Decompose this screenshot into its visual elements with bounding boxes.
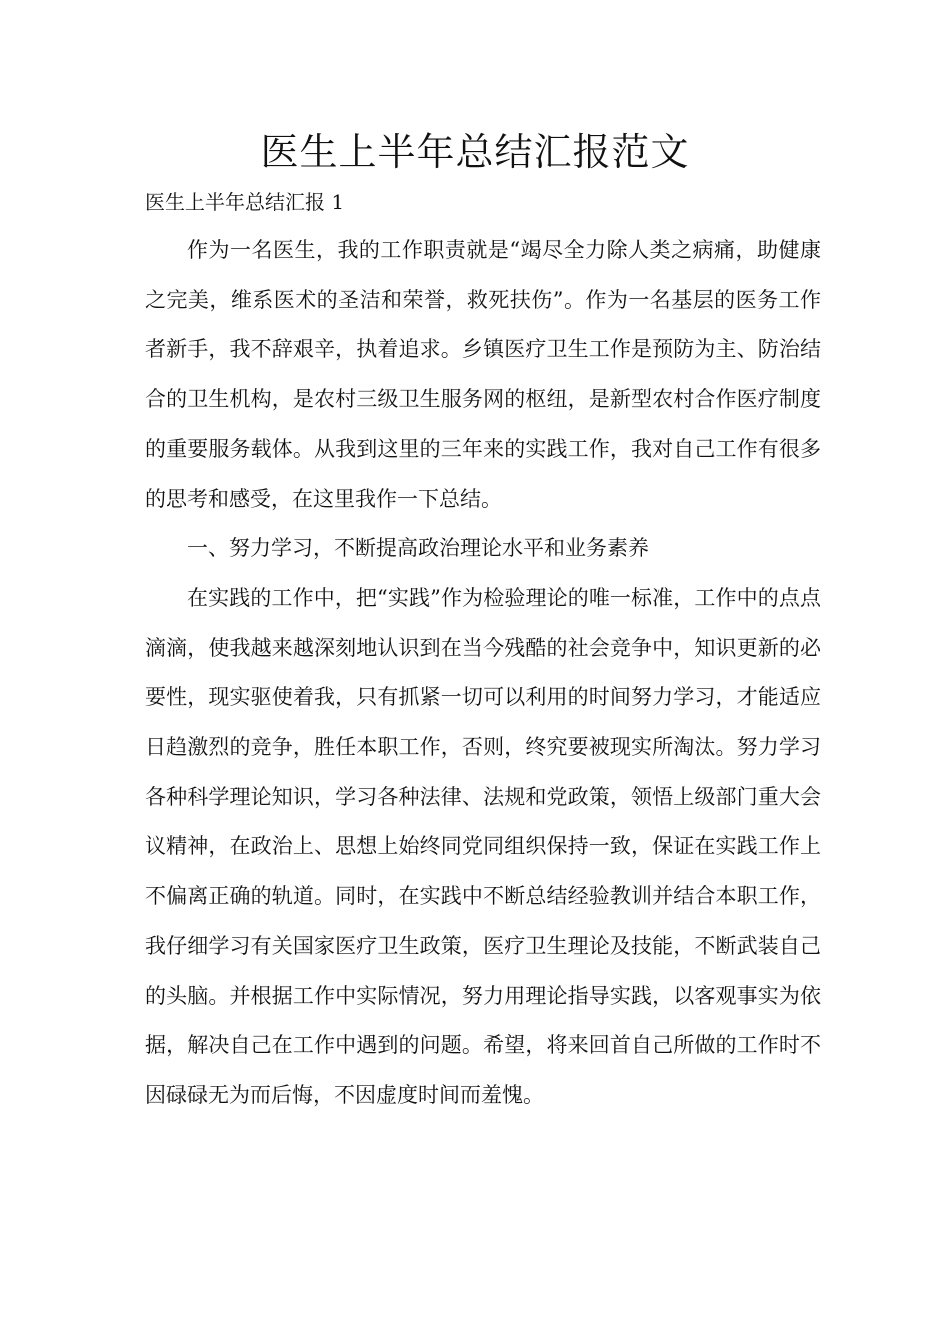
section-heading: 一、努力学习，不断提高政治理论水平和业务素养: [187, 536, 649, 561]
paragraph-study: 在实践的工作中，把“实践”作为检验理论的唯一标准，工作中的点点滴滴，使我越来越深刻地认识到在当今残酷的社会竞争中，知识更新的必要性，现实驱使着我，只有抓紧一切可以利用的时间努力学习，才能适应日趋激烈的竞争，胜任本职工作，否则，终究要被现实所淘汰。努力学习各种科学理论知识，学习各种法律、法规和党政策，领悟上级部门重大会议精神，在政治上、思想上始终同党同组织保持一致，保证在实践工作上不偏离正确的轨道。同时，在实践中不断总结经验教训并结合本职工作，我仔细学习有关国家医疗卫生政策，医疗卫生理论及技能，不断武装自己的头脑。并根据工作中实际情况，努力用理论指导实践，以客观事实为依据，解决自己在工作中遇到的问题。希望，将来回首自己所做的工作时不因碌碌无为而后悔，不因虚度时间而羞愧。: [145, 585, 821, 1107]
document-body: [145, 226, 821, 1121]
document-title: 医生上半年总结汇报范文: [260, 130, 690, 174]
document-subtitle: 医生上半年总结汇报 1: [145, 190, 345, 214]
paragraph-intro: 作为一名医生，我的工作职责就是“竭尽全力除人类之病痛，助健康之完美，维系医术的圣洁和荣誉，救死扶伤”。作为一名基层的医务工作者新手，我不辞艰辛，执着追求。乡镇医疗卫生工作是预防为主、防治结合的卫生机构，是农村三级卫生服务网的枢纽，是新型农村合作医疗制度的重要服务载体。从我到这里的三年来的实践工作，我对自己工作有很多的思考和感受，在这里我作一下总结。: [145, 238, 821, 511]
